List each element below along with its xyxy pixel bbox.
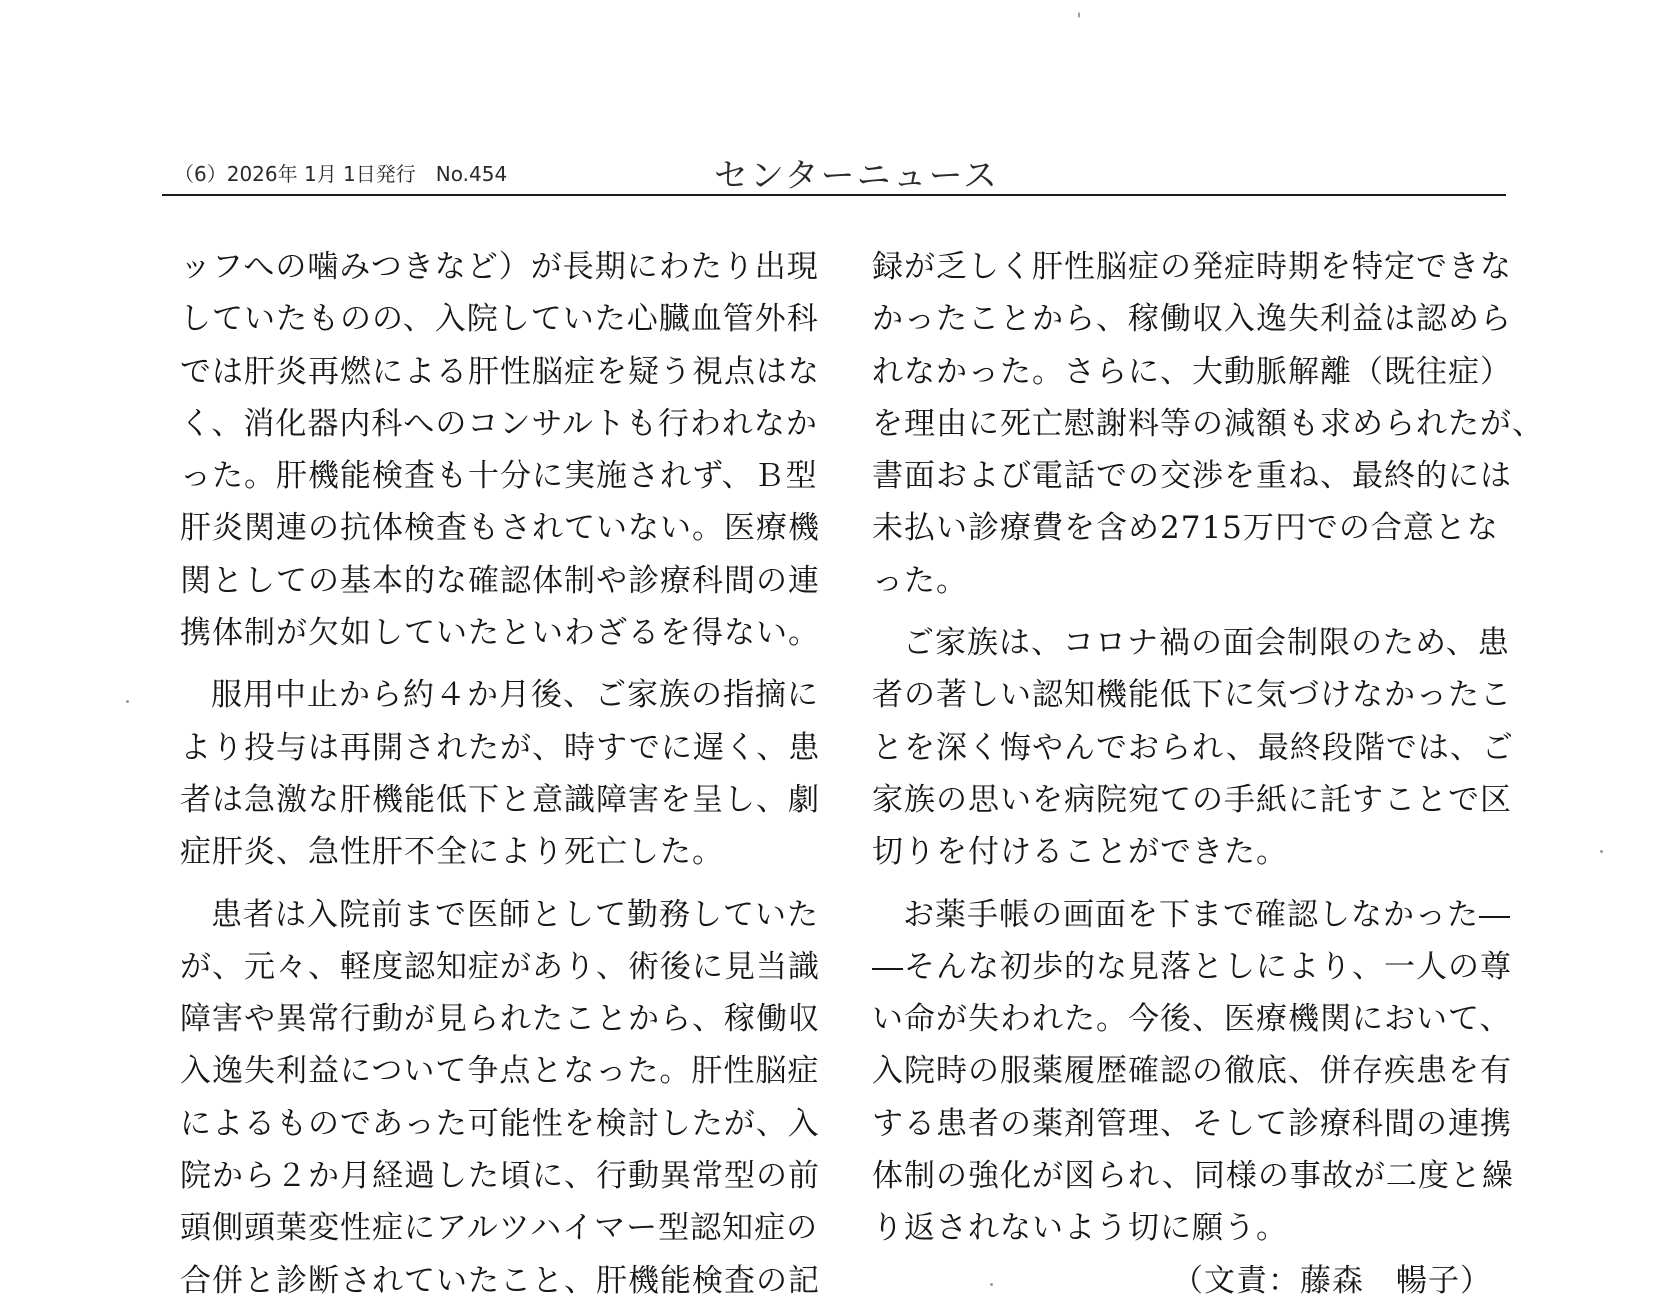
text-line: 者は急激な肝機能低下と意識障害を呈し、劇: [180, 781, 820, 818]
text-line: 体制の強化が図られ、同様の事故が二度と繰: [872, 1158, 1514, 1195]
text-line: 服用中止から約４か月後、ご家族の指摘に: [211, 677, 819, 714]
paragraph: [180, 241, 820, 659]
text-line: 者の著しい認知機能低下に気づけなかったこ: [872, 677, 1512, 714]
text-line: ッフへの噛みつきなど）が長期にわたり出現: [180, 249, 819, 285]
text-line: お薬手帳の画面を下まで確認しなかった―: [903, 896, 1511, 933]
text-line: く、消化器内科へのコンサルトも行われなか: [180, 405, 818, 442]
left-column: [180, 241, 821, 1307]
text-line: った。: [872, 562, 968, 599]
paragraph: [180, 669, 821, 878]
text-line: 患者は入院前まで医師として勤務していた: [211, 896, 819, 933]
scan-speck: [126, 700, 129, 703]
scan-speck: [1078, 12, 1080, 18]
scan-speck: [990, 1283, 993, 1286]
text-line: 家族の思いを病院宛ての手紙に託すことで区: [872, 781, 1512, 818]
text-line: 院から２か月経過した頃に、行動異常型の前: [180, 1158, 820, 1195]
paragraph: [872, 241, 1544, 607]
text-line: かったことから、稼働収入逸失利益は認めら: [872, 301, 1512, 338]
text-line: 症肝炎、急性肝不全により死亡した。: [180, 834, 724, 871]
paragraph: [872, 889, 1514, 1255]
paragraph: [872, 617, 1514, 878]
scan-speck: [1600, 850, 1603, 853]
text-line: った。肝機能検査も十分に実施されず、Ｂ型: [180, 458, 818, 495]
text-line: を理由に死亡慰謝料等の減額も求められたが、: [872, 405, 1544, 442]
text-line: れなかった。さらに、大動脈解離（既往症）: [872, 353, 1512, 390]
text-line: していたものの、入院していた心臓血管外科: [180, 301, 819, 338]
text-line: 関としての基本的な確認体制や診療科間の連: [180, 562, 820, 599]
paragraph: [180, 889, 820, 1307]
text-line: 入逸失利益について争点となった。肝性脳症: [180, 1053, 820, 1090]
text-line: い命が失われた。今後、医療機関において、: [872, 1001, 1512, 1038]
right-column: [872, 241, 1544, 1307]
text-line: 合併と診断されていたこと、肝機能検査の記: [180, 1262, 820, 1299]
paragraph-gap: [872, 607, 1502, 617]
text-line: 入院時の服薬履歴確認の徹底、併存疾患を有: [872, 1053, 1512, 1090]
text-line: 障害や異常行動が見られたことから、稼働収: [180, 1001, 820, 1038]
paragraph-gap: [872, 879, 1502, 889]
issue-info: （6）2026年 1月 1日発行 No.454: [174, 162, 508, 186]
text-line: によるものであった可能性を検討したが、入: [180, 1105, 820, 1142]
text-line: ご家族は、コロナ禍の面会制限のため、患: [903, 625, 1510, 662]
text-line: 頭側頭葉変性症にアルツハイマー型認知症の: [180, 1210, 819, 1247]
text-line: 書面および電話での交渉を重ね、最終的には: [872, 458, 1512, 495]
text-line: とを深く悔やんでおられ、最終段階では、ご: [872, 729, 1514, 766]
page-header: [162, 150, 1506, 196]
text-line: ―そんな初歩的な見落としにより、一人の尊: [872, 948, 1512, 985]
text-line: 録が乏しく肝性脳症の発症時期を特定できな: [872, 249, 1512, 285]
text-line: 肝炎関連の抗体検査もされていない。医療機: [180, 510, 820, 547]
text-line: が、元々、軽度認知症があり、術後に見当識: [180, 948, 820, 985]
paragraph-gap: [180, 659, 800, 669]
author-byline: （文責：藤森 暢子）: [1172, 1262, 1492, 1299]
text-line: より投与は再開されたが、時すでに遅く、患: [180, 729, 821, 766]
text-line: 未払い診療費を含め2715万円での合意とな: [872, 510, 1499, 547]
publication-title: センターニュース: [714, 156, 999, 196]
text-line: 切りを付けることができた。: [872, 834, 1288, 871]
text-line: り返されないよう切に願う。: [872, 1210, 1288, 1247]
text-line: する患者の薬剤管理、そして診療科間の連携: [872, 1105, 1512, 1142]
text-line: 携体制が欠如していたといわざるを得ない。: [180, 615, 820, 652]
text-line: では肝炎再燃による肝性脳症を疑う視点はな: [180, 353, 820, 390]
paragraph-gap: [180, 879, 800, 889]
